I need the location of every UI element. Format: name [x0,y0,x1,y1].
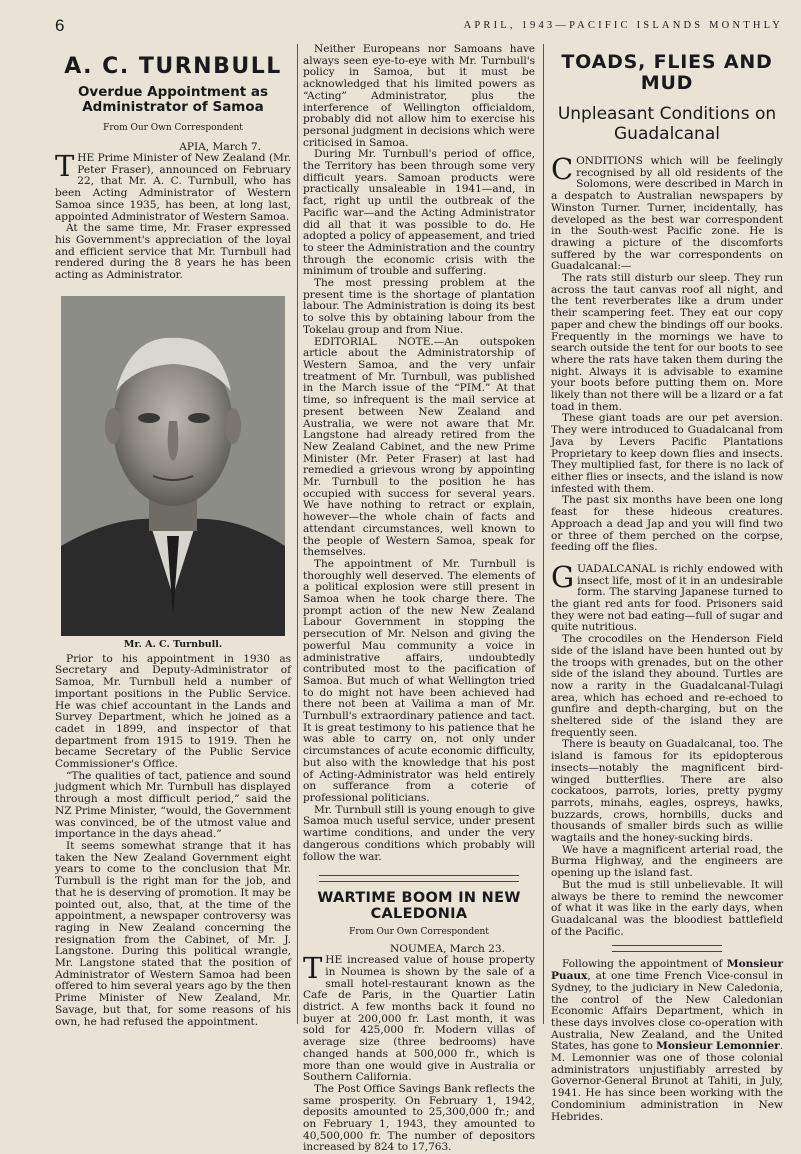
article-subtitle: Unpleasant Conditions on Guadalcanal [557,104,777,144]
page-header [55,16,783,38]
portrait-image [61,296,285,636]
paragraph: The appointment of Mr. Turnbull is thoroughly well deserved. The elements of a political explosion were still present in Samoa when he took charge there. The prompt action of the new New Zealand Labour Government in stopping the persecution of Mr. Nelson and giving the powerful Mau community a voice in administrative affairs, undoubtedly contributed most to the pacification of Samoa. But much of what Wellington tried to do might not have been achieved had there not been at Vailima a man of Mr. Turnbull's extraordinary patience and tact. It is great testimony to his patience that he was able to carry on, not only under circumstances of acute economic difficulty, but also with the knowledge that his post of Acting-Administrator was held entirely on sufferance from a coterie of professional politicians. [303,557,535,804]
byline: From Our Own Correspondent [103,123,243,133]
paragraph: Mr. Turnbull still is young enough to give Samoa much useful service, under present wartime conditions, and under the very dangerous conditions which probably will follow the war. [303,803,535,863]
paragraph: At the same time, Mr. Fraser expressed his Government's appreciation of the loyal and efficient service that Mr. Turnbull had rendered during the 8 years he has been acting as Administrator. [55,222,291,282]
drop-cap: T [55,149,75,183]
paragraph: GUADALCANAL is richly endowed with insect life, most of it in an undesirable form. The starving Japanese turned to the giant red ants for food. Prisoners said they were not bad eating—full of sugar and quite nutritious. [551,559,783,634]
paragraph: We have a magnificent arterial road, the Burma Highway, and the engineers are opening up the island fast. [551,843,783,880]
portrait-photo [61,296,285,636]
section-divider [612,945,722,952]
photo-caption: Mr. A. C. Turnbull. [123,638,223,650]
paragraph: CONDITIONS which will be feelingly recognised by all old residents of the Solomons, were described in March in a despatch to Australian newspapers by Winston Turner. Turner, incidentally, has developed as the best war correspondent in the South-west Pacific zone. He is drawing a picture of the discomforts suffered by the war correspondents on Guadalcanal:— [551,152,783,273]
paragraph: These giant toads are our pet aversion. They were introduced to Guadalcanal from Java by Levers Pacific Plantations Proprietary to keep down flies and insects. They multiplied fast, for there is no lack of either flies or insects, and the island is now infested with them. [551,412,783,495]
person-name: Monsieur Puaux [551,958,783,983]
person-name: Monsieur Lemonnier [656,1040,780,1053]
paragraph: It seems somewhat strange that it has taken the New Zealand Government eight years to come to the conclusion that Mr. Turnbull is the right man for the job, and that he is deserving of promotion. It may be pointed out, also, that, at the time of the appointment, a newspaper controversy was raging in New Zealand concerning the resignation from the Cabinet, of Mr. J. Langstone. During this political wrangle, Mr. Langstone stated that the position of Administrator of Western Samoa had been offered to him several years ago by the then Prime Minister of New Zealand, Mr. Savage, but that, for some reasons of his own, he had refused the appointment. [55,839,291,1028]
paragraph: The Post Office Savings Bank reflects the same prosperity. On February 1, 1942, deposits amounted to 25,300,000 fr.; and on February 1, 1943, they amounted to 40,500,000 fr. The number of depositors increased by 824 to 17,763. [303,1082,535,1154]
dateline: NOUMEA, March 23. [389,943,505,956]
paragraph: But the mud is still unbelievable. It will always be there to remind the newcomer of what it was like in the early days, when Guadalcanal was the bloodiest battlefield of the Pacific. [551,878,783,938]
column-3 [551,44,783,1123]
column-1 [55,44,291,1028]
paragraph: Following the appointment of Monsieur Puaux, at one time French Vice-consul in Sydney, to the judiciary in New Caledonia, the control of the New Caledonian Economic Affairs Department, which in these days involves close co-operation with Australia, New Zealand, and the United States, has gone to Monsieur Lemonnier. M. Lemonnier was one of those colonial administrators unjustifiably arrested by Governor-General Brunot at Tahiti, in July, 1941. He has since been working with the Condominium administration in New Hebrides. [551,958,784,1123]
column-rule-2 [543,44,544,1024]
paragraph: THE increased value of house property in Noumea is shown by the sale of a small hotel-restaurant known as the Cafe de Paris, in the Quartier Latin district. A few months back it found no buyer at 200,000 fr. Last month, it was sold for 425,000 fr. Modern villas of average size (three bedrooms) have changed hands at 500,000 fr., which is more than one would give in Australia or Southern California. [303,951,535,1084]
paragraph: THE Prime Minister of New Zealand (Mr. Peter Fraser), announced on February 22, that Mr. A. C. Turnbull, who has been Acting Administrator of Western Samoa since 1935, has been, at long last, appointed Administrator of Western Samoa. [55,149,291,223]
section-divider [319,875,519,882]
paragraph: Neither Europeans nor Samoans have always seen eye-to-eye with Mr. Turnbull's policy in Samoa, but it must be acknowledged that his limited powers as “Acting” Administrator, plus the interference of Wellington officialdom, probably did not allow him to exercise his personal judgment in decisions which were criticised in Samoa. [303,43,535,149]
paragraph: Prior to his appointment in 1930 as Secretary and Deputy-Administrator of Samoa, Mr. Turnbull held a number of important positions in the Public Service. He was chief accountant in the Lands and Survey Department, which he joined as a cadet in 1899, and inspector of that department from 1915 to 1919. Then he became Secretary of the Public Service Commissioner's Office. [55,652,291,771]
article-title: TOADS, FLIES AND MUD [561,51,773,94]
paragraph: “The qualities of tact, patience and sound judgment which Mr. Turnbull has displayed through a most difficult period,” said the NZ Prime Minister, “would, the Government was convinced, be of the utmost value and importance in the days ahead.” [55,769,291,841]
column-rule-1 [297,44,298,1024]
article-subtitle: Overdue Appointment as Administrator of Samoa [77,84,269,115]
column-2 [303,44,535,1154]
dateline: APIA, March 7. [179,141,261,153]
paragraph: The most pressing problem at the present time is the shortage of plantation labour. The Administration is doing its best to solve this by obtaining labour from the Tokelau group and from Niue. [303,277,535,336]
page-number: 6 [55,16,65,35]
editorial-note: EDITORIAL NOTE.—An outspoken article about the Administratorship of Western Samoa, and the very unfair treatment of Mr. Turnbull, was published in the March issue of the “PIM.” At that time, so infrequent is the mail service at present between New Zealand and Australia, we were not aware that Mr. Langstone had already retired from the New Zealand Cabinet, and the new Prime Minister (Mr. Peter Fraser) at last had remedied a grievous wrong by appointing Mr. Turnbull to the position he has occupied with success for several years. We have nothing to retract or explain, however—the whole chain of facts and attendant circumstances, well known to the people of Western Samoa, speak for themselves. [303,335,535,559]
paragraph: During Mr. Turnbull's period of office, the Territory has been through some very difficult years. Samoan products were practically unsaleable in 1941—and, in fact, right up until the outbreak of the Pacific war—and the Acting Administrator did all that it was possible to do. He adopted a policy of appeasement, and tried to steer the Administration and the country through the economic crisis with the minimum of trouble and suffering. [303,148,535,278]
paragraph: The crocodiles on the Henderson Field side of the island have been hunted out by the troops with grenades, but on the other side of the island they abound. Turtles are now a rarity in the Guadalcanal-Tulagi area, which has echoed and re-echoed to gunfire and depth-charging, but on the sheltered side of the island they are frequently seen. [551,633,783,739]
article-title: WARTIME BOOM IN NEW CALEDONIA [317,890,521,923]
running-head: APRIL, 1943—PACIFIC ISLANDS MONTHLY [463,20,783,31]
drop-cap: C [551,152,574,186]
drop-cap: T [303,951,323,986]
byline: From Our Own Correspondent [349,927,489,938]
paragraph: There is beauty on Guadalcanal, too. The island is famous for its epidopterous insects—notably the magnificent bird-winged butterflies. There are also cockatoos, parrots, lories, pretty pygmy parrots, minahs, eagles, ospreys, hawks, buzzards, crows, hornbills, ducks and thousands of smaller birds such as willie wagtails and the honey-sucking birds. [551,738,783,845]
drop-cap: G [551,559,575,594]
article-title: A. C. TURNBULL [64,54,282,79]
paragraph: The rats still disturb our sleep. They run across the taut canvas roof all night, and the tent reverberates like a drum under their scampering feet. They eat our copy paper and chew the bindings off our books. Frequently in the mornings we have to search outside the tent for our boots to see where the rats have taken them during the night. Always it is advisable to examine your boots before putting them on. More likely than not there will be a lizard or a fat toad in them. [551,272,783,413]
paragraph: The past six months have been one long feast for these hideous creatures. Approach a dead Jap and you will find two or three of them perched on the corpse, feeding off the flies. [551,494,783,554]
